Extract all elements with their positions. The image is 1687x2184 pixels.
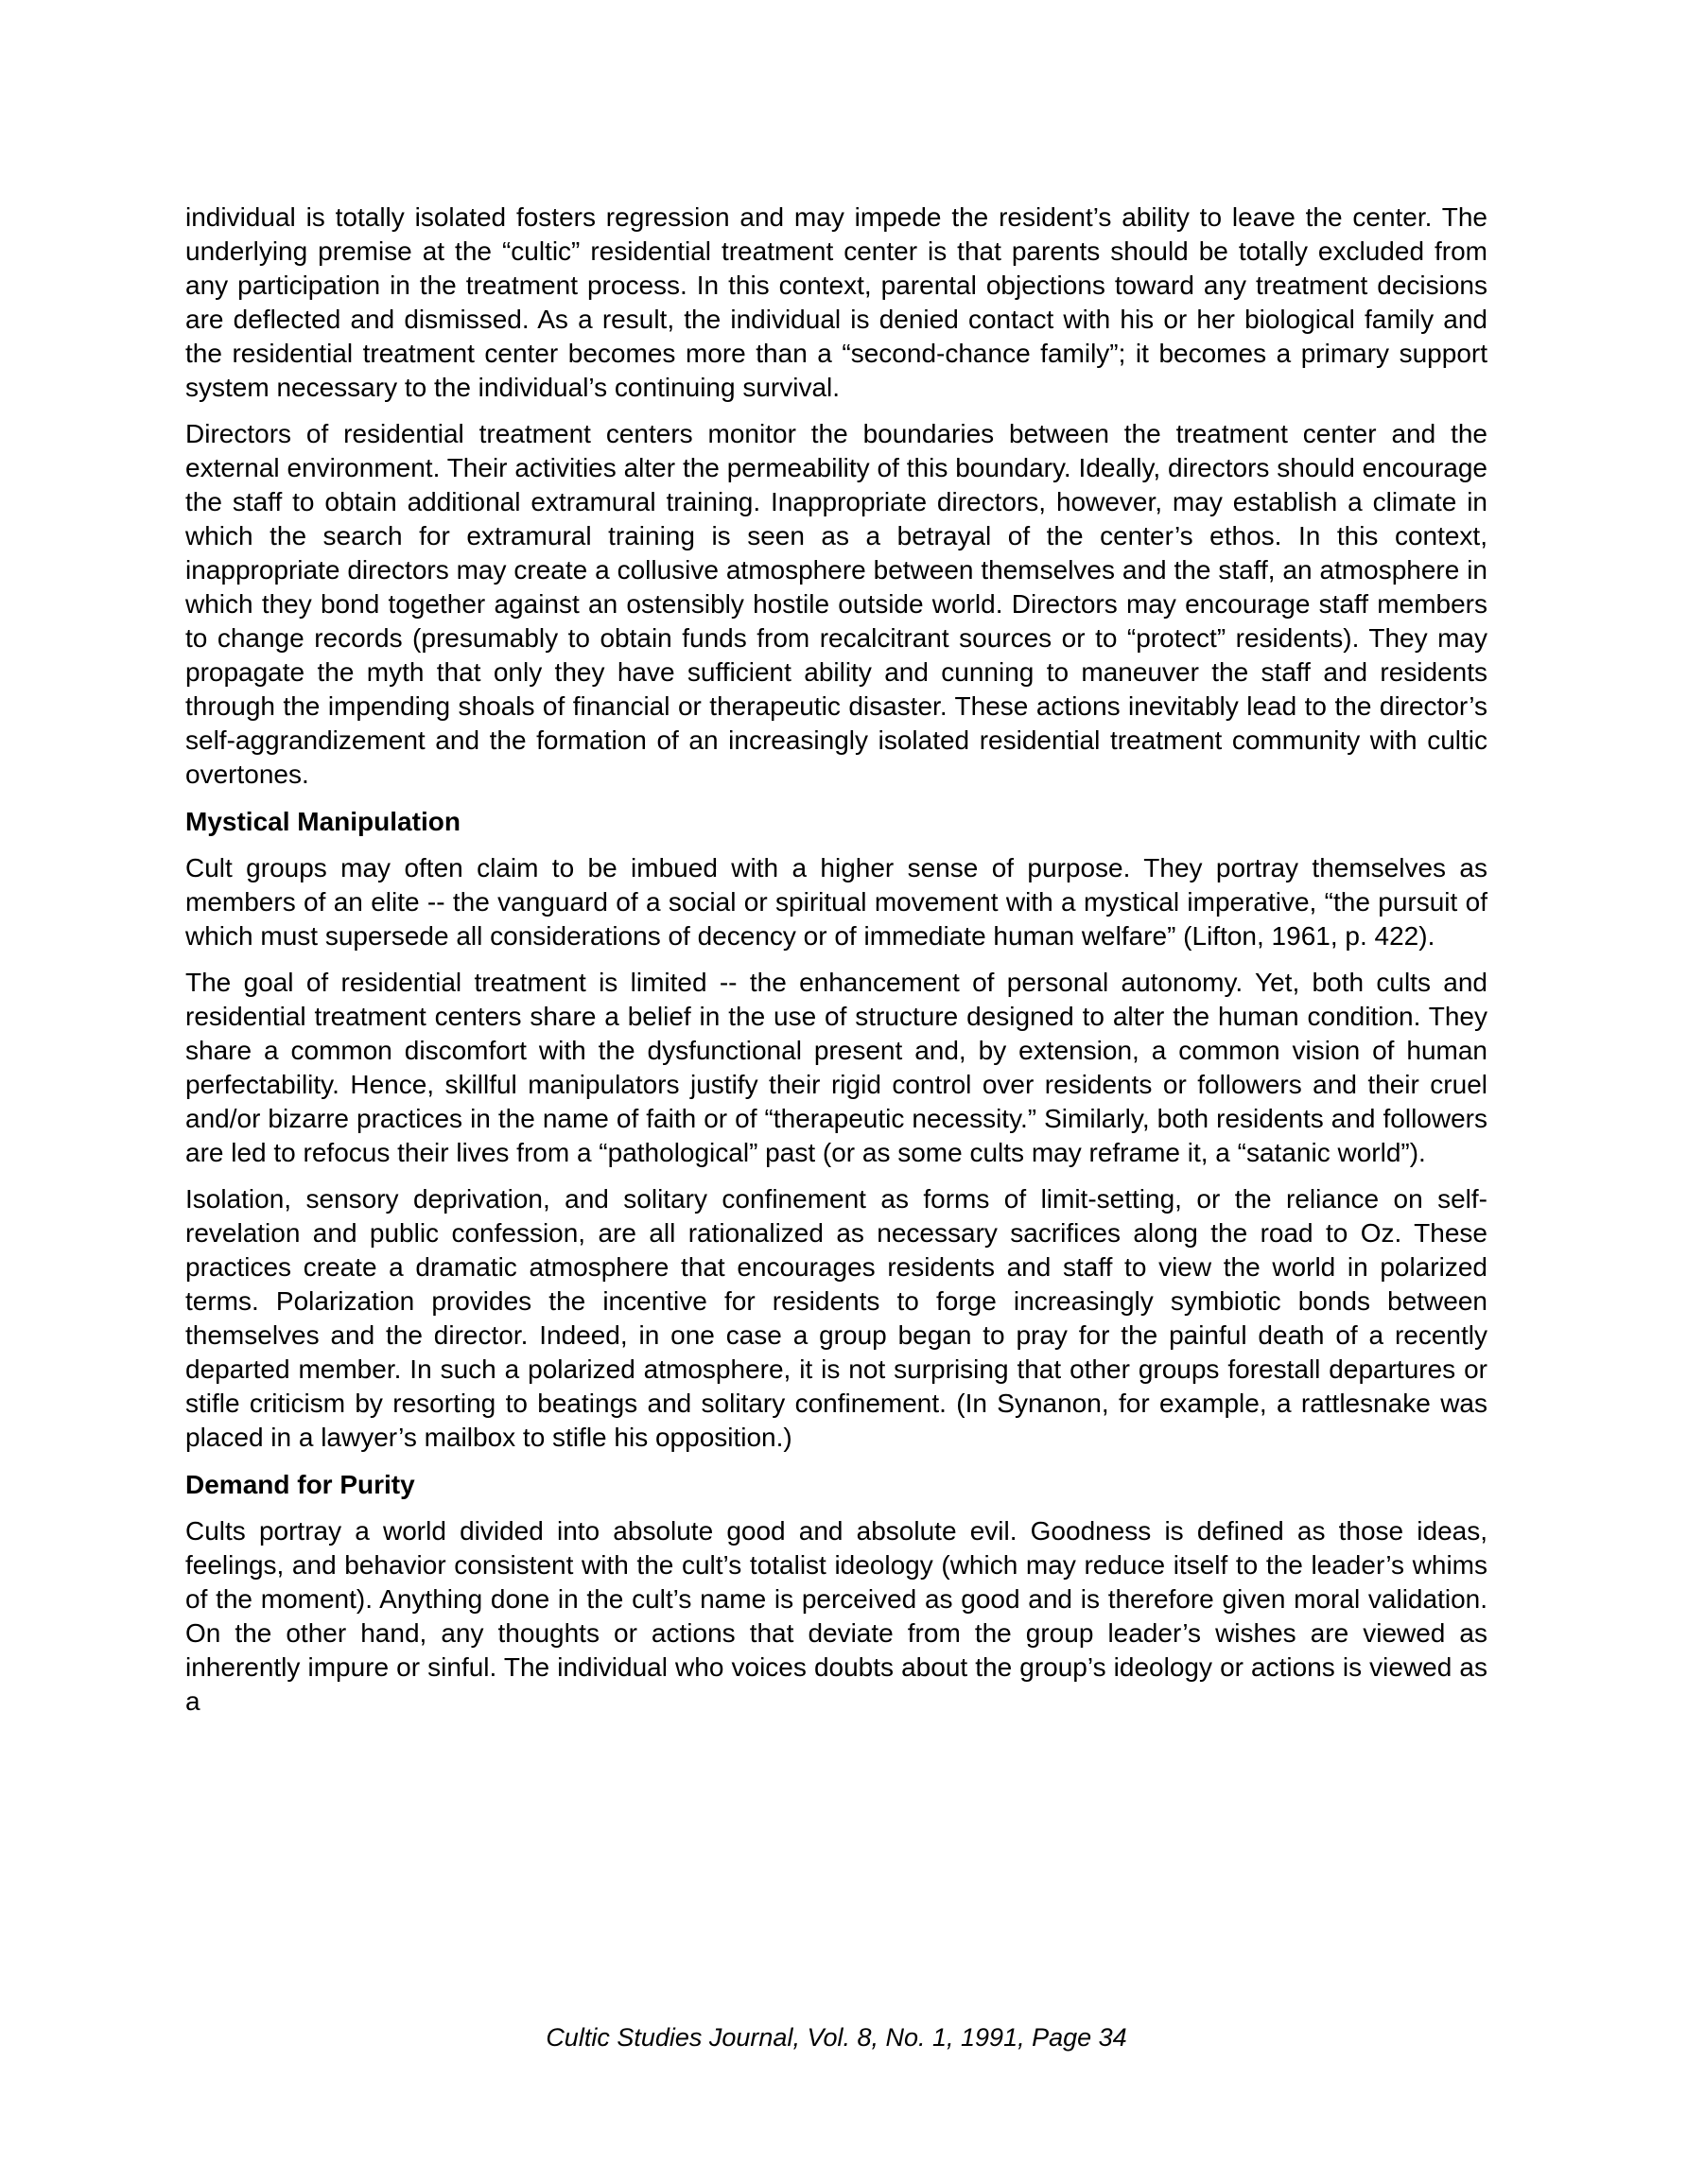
paragraph-cult-groups-purpose: Cult groups may often claim to be imbued with a higher sense of purpose. They portray themselves as members of an elite -- the vanguard of a social or spiritual movement with a mystical imperative, “the pursuit of which must supersede all considerations of decency or of immediate human welfare” (Lifton, 1961, p. 422). bbox=[185, 853, 1487, 951]
paragraph-directors-boundaries: Directors of residential treatment centers monitor the boundaries between the treatment center and the external environment. Their activities alter the permeability of this boundary. Ideally, directors should encourage the staff to obtain additional extramural training. Inappropriate directors, however, may establish a climate in which the search for extramural training is seen as a betrayal of the center’s ethos. In this context, inappropriate directors may create a collusive atmosphere between themselves and the staff, an atmosphere in which they bond together against an ostensibly hostile outside world. Directors may encourage staff members to change records (presumably to obtain funds from recalcitrant sources or to “protect” residents). They may propagate the myth that only they have sufficient ability and cunning to maneuver the staff and residents through the impending shoals of financial or therapeutic disaster. These actions inevitably lead to the director’s self-aggrandizement and the formation of an increasingly isolated residential treatment community with cultic overtones. bbox=[185, 419, 1487, 789]
paragraph-goal-residential-treatment: The goal of residential treatment is limited -- the enhancement of personal autonomy. Yet, both cults and residential treatment centers share a belief in the use of structure designed to alter the human condition. They share a common discomfort with the dysfunctional present and, by extension, a common vision of human perfectability. Hence, skillful manipulators justify their rigid control over residents or followers and their cruel and/or bizarre practices in the name of faith or of “therapeutic necessity.” Similarly, both residents and followers are led to refocus their lives from a “pathological” past (or as some cults may reframe it, a “satanic world”). bbox=[185, 968, 1487, 1167]
page-footer-citation: Cultic Studies Journal, Vol. 8, No. 1, 1991, Page 34 bbox=[546, 2023, 1127, 2052]
paragraph-isolation-sensory-deprivation: Isolation, sensory deprivation, and solitary confinement as forms of limit-setting, or the reliance on self-revelation and public confession, are all rationalized as necessary sacrifices along the road to Oz. These practices create a dramatic atmosphere that encourages residents and staff to view the world in polarized terms. Polarization provides the incentive for residents to forge increasingly symbiotic bonds between themselves and the director. Indeed, in one case a group began to pray for the painful death of a recently departed member. In such a polarized atmosphere, it is not surprising that other groups forestall departures or stifle criticism by resorting to beatings and solitary confinement. (In Synanon, for example, a rattlesnake was placed in a lawyer’s mailbox to stifle his opposition.) bbox=[185, 1184, 1487, 1452]
section-heading-demand-for-purity: Demand for Purity bbox=[185, 1470, 415, 1499]
section-heading-mystical-manipulation: Mystical Manipulation bbox=[185, 807, 461, 836]
paragraph-cults-absolute-good-evil: Cults portray a world divided into absolute good and absolute evil. Goodness is defined as those ideas, feelings, and behavior consistent with the cult’s totalist ideology (which may reduce itself to the leader’s whims of the moment). Anything done in the cult’s name is perceived as good and is therefore given moral validation. On the other hand, any thoughts or actions that deviate from the group leader’s wishes are viewed as inherently impure or sinful. The individual who voices doubts about the group’s ideology or actions is viewed as a bbox=[185, 1516, 1487, 1716]
paragraph-isolation-regression: individual is totally isolated fosters regression and may impede the resident’s ability to leave the center. The underlying premise at the “cultic” residential treatment center is that parents should be totally excluded from any participation in the treatment process. In this context, parental objections toward any treatment decisions are deflected and dismissed. As a result, the individual is denied contact with his or her biological family and the residential treatment center becomes more than a “second-chance family”; it becomes a primary support system necessary to the individual’s continuing survival. bbox=[185, 202, 1487, 402]
